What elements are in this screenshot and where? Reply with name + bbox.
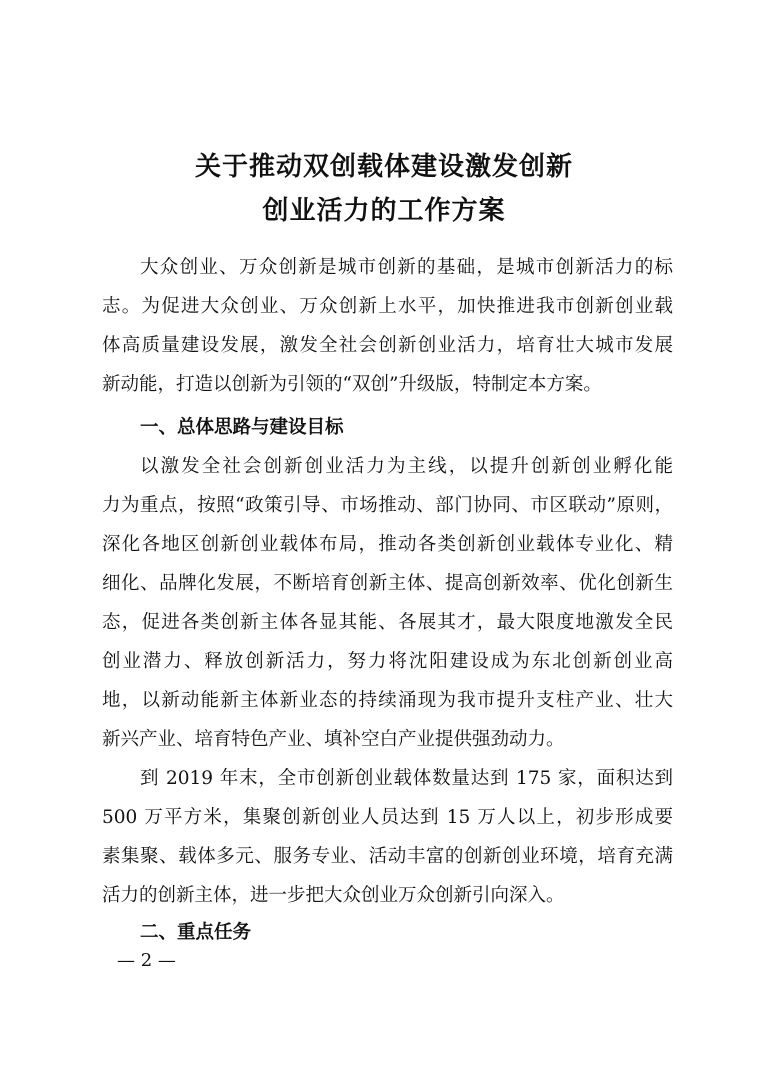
section-heading-2: 二、重点任务 (140, 922, 252, 943)
text-line: 素集聚、载体多元、服务专业、活动丰富的创新创业环境，培育充满 (102, 846, 673, 867)
text-line: 深化各地区创新创业载体布局，推动各类创新创业载体专业化、精 (102, 534, 673, 555)
title-line-2: 创业活力的工作方案 (262, 196, 506, 226)
text-line: 新兴产业、培育特色产业、填补空白产业提供强劲动力。 (102, 729, 565, 750)
text-line: 创业潜力、释放创新活力，努力将沈阳建设成为东北创新创业高 (102, 651, 673, 672)
text-line: 以激发全社会创新创业活力为主线，以提升创新创业孵化能 (140, 456, 673, 477)
text-line: 细化、品牌化发展，不断培育创新主体、提高创新效率、优化创新生 (102, 573, 673, 594)
text-line: 地，以新动能新主体新业态的持续涌现为我市提升支柱产业、壮大 (102, 690, 673, 711)
text-line: 到 2019 年末，全市创新创业载体数量达到 175 家，面积达到 (140, 768, 673, 789)
text-line: 大众创业、万众创新是城市创新的基础，是城市创新活力的标 (140, 257, 673, 278)
page-number: — 2 — (117, 950, 176, 971)
text-line: 活力的创新主体，进一步把大众创业万众创新引向深入。 (102, 885, 565, 906)
text-line: 新动能，打造以创新为引领的“双创”升级版，特制定本方案。 (102, 374, 602, 395)
text-line: 500 万平方米，集聚创新创业人员达到 15 万人以上，初步形成要 (102, 807, 673, 828)
text-line: 体高质量建设发展，激发全社会创新创业活力，培育壮大城市发展 (102, 335, 673, 356)
title-line-1: 关于推动双创载体建设激发创新 (194, 152, 573, 182)
text-line: 力为重点，按照“政策引导、市场推动、部门协同、市区联动”原则， (102, 495, 673, 516)
text-line: 志。为促进大众创业、万众创新上水平，加快推进我市创新创业载 (102, 296, 673, 317)
section-heading-1: 一、总体思路与建设目标 (140, 417, 344, 438)
text-line: 态，促进各类创新主体各显其能、各展其才，最大限度地激发全民 (102, 612, 673, 633)
